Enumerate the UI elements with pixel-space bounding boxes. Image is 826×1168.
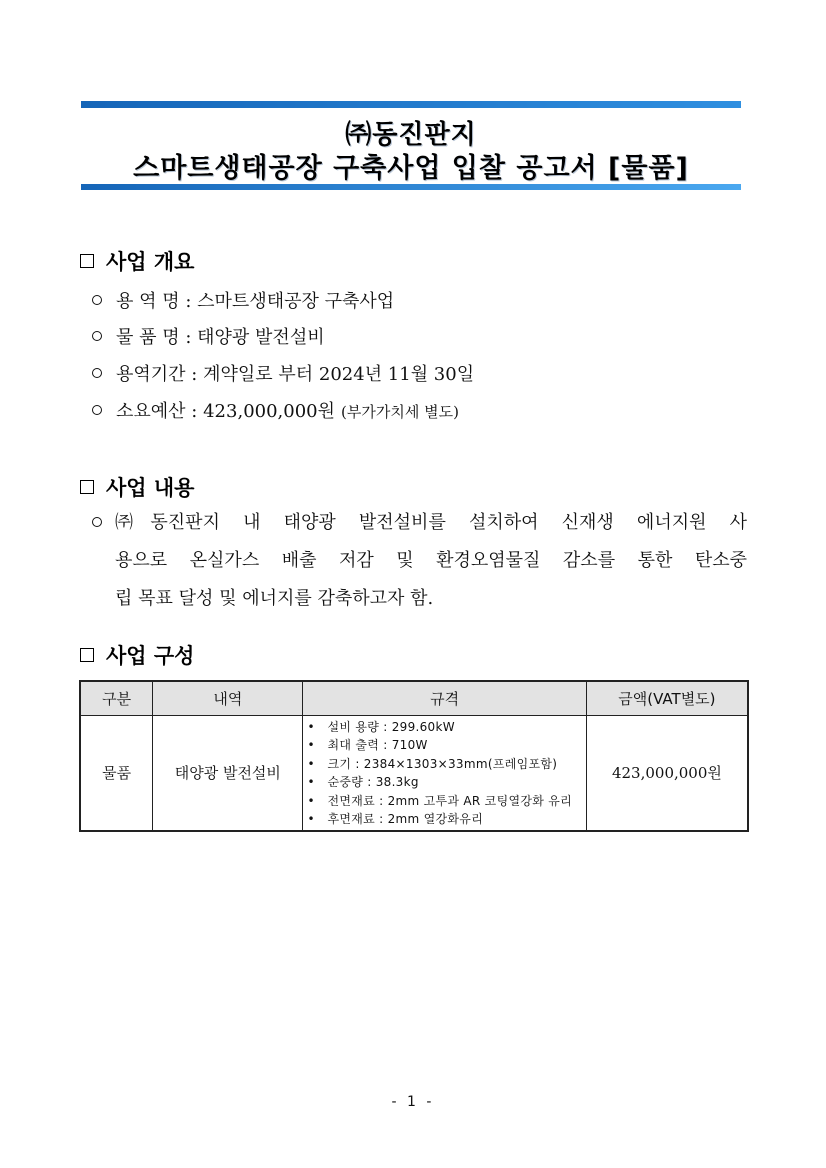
spec-list [303, 716, 585, 831]
top-accent-bar [81, 101, 741, 108]
item-value: 423,000,000원 [203, 401, 336, 422]
item-separator: : [191, 364, 198, 385]
section-heading-content: 사업 내용 [80, 472, 194, 502]
circle-bullet-icon [92, 405, 102, 415]
item-separator: : [185, 291, 192, 312]
item-label: 용 역 명 [116, 291, 180, 312]
table-header-row [80, 681, 748, 715]
overview-item-period [92, 360, 474, 386]
section-heading-overview: 사업 개요 [80, 246, 194, 276]
checkbox-square-icon [80, 648, 94, 662]
item-value: 태양광 발전설비 [197, 327, 325, 348]
overview-item-service-name [92, 287, 394, 313]
composition-table [79, 680, 749, 832]
document-title: 스마트생태공장 구축사업 입찰 공고서 [물품] [133, 153, 689, 184]
header-item: 내역 [153, 681, 303, 715]
item-value: 스마트생태공장 구축사업 [197, 291, 395, 312]
item-label: 용역기간 [116, 364, 186, 385]
circle-bullet-icon [92, 331, 102, 341]
section-heading-composition: 사업 구성 [80, 640, 194, 670]
item-note: (부가가치세 별도) [341, 403, 459, 421]
circle-bullet-icon [92, 295, 102, 305]
overview-item-budget [92, 397, 459, 423]
company-name: ㈜동진판지 [345, 120, 477, 150]
cell-spec [303, 715, 586, 831]
item-label: 물 품 명 [116, 327, 180, 348]
content-line: 용으로 온실가스 배출 저감 및 환경오염물질 감소를 통한 탄소중 [115, 550, 747, 571]
item-label: 소요예산 [116, 401, 186, 422]
circle-bullet-icon [92, 368, 102, 378]
cell-amount: 423,000,000원 [586, 715, 748, 831]
spec-item: • 최대 출력 : 710W [307, 736, 581, 755]
content-line: 립 목표 달성 및 에너지를 감축하고자 함. [115, 588, 434, 609]
bottom-accent-bar [81, 184, 741, 190]
content-paragraph [92, 504, 752, 618]
checkbox-square-icon [80, 480, 94, 494]
table-row [80, 715, 748, 831]
header-spec: 규격 [303, 681, 586, 715]
content-line: ㈜동진판지 내 태양광 발전설비를 설치하여 신재생 에너지원 사 [115, 512, 747, 533]
circle-bullet-icon [92, 517, 102, 527]
spec-item: • 전면재료 : 2mm 고투과 AR 코팅열강화 유리 [307, 792, 581, 811]
header-amount: 금액(VAT별도) [586, 681, 748, 715]
checkbox-square-icon [80, 254, 94, 268]
overview-item-product-name [92, 323, 325, 349]
header-category: 구분 [80, 681, 153, 715]
cell-category: 물품 [80, 715, 153, 831]
spec-item: • 후면재료 : 2mm 열강화유리 [307, 810, 581, 829]
spec-item: • 설비 용량 : 299.60kW [307, 718, 581, 737]
item-separator: : [191, 401, 198, 422]
spec-item: • 크기 : 2384×1303×33mm(프레임포함) [307, 755, 581, 774]
cell-item: 태양광 발전설비 [153, 715, 303, 831]
spec-item: • 순중량 : 38.3kg [307, 773, 581, 792]
page-number: - 1 - [391, 1094, 435, 1110]
item-separator: : [185, 327, 192, 348]
item-value: 계약일로 부터 2024년 11월 30일 [203, 364, 475, 385]
